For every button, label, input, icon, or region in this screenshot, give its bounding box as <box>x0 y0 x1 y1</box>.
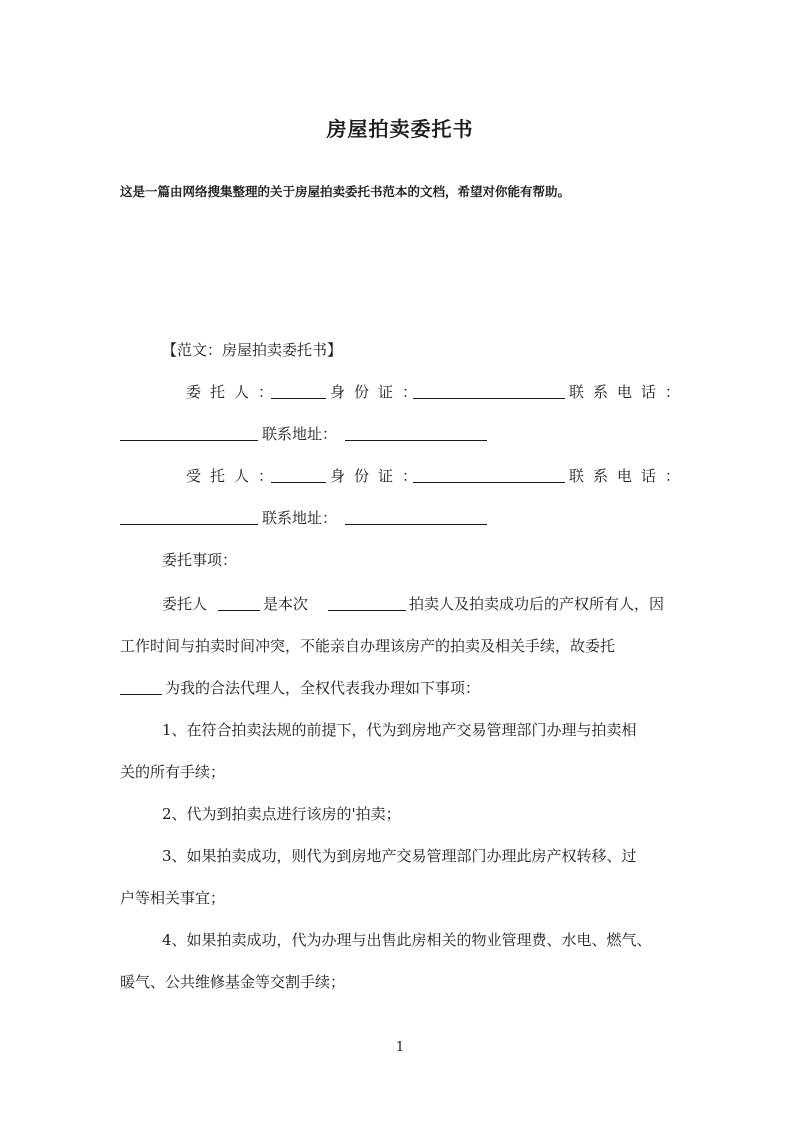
page-number: 1 <box>395 1040 405 1055</box>
principal-id-label: 身份证： <box>330 383 427 401</box>
item3-line2: 户等相关事宜； <box>120 889 226 907</box>
principal-address-label: 联系地址： <box>262 425 338 443</box>
item1-line2: 关的所有手续； <box>120 763 226 781</box>
principal-id-blank <box>413 384 565 399</box>
agent-phone-blank <box>120 510 258 525</box>
para1-line3: 为我的合法代理人，全权代表我办理如下事项： <box>165 679 481 697</box>
document-title: 房屋拍卖委托书 <box>326 117 474 141</box>
para1-principal: 委托人 <box>162 595 208 613</box>
item2: 2、代为到拍卖点进行该房的'拍卖； <box>162 805 401 823</box>
matters-heading: 委托事项： <box>162 551 238 569</box>
item4-line2: 暖气、公共维修基金等交割手续； <box>120 973 346 991</box>
intro-text: 这是一篇由网络搜集整理的关于房屋拍卖委托书范本的文档，希望对你能有帮助。 <box>120 184 571 199</box>
agent-address-label: 联系地址： <box>262 509 338 527</box>
item4-line1: 4、如果拍卖成功，代为办理与出售此房相关的物业管理费、水电、燃气、 <box>162 931 652 949</box>
item1-line1: 1、在符合拍卖法规的前提下，代为到房地产交易管理部门办理与拍卖相 <box>162 721 637 739</box>
principal-name-blank <box>271 384 326 399</box>
agent-phone-label: 联系电话： <box>569 467 690 485</box>
principal-address-blank <box>345 426 487 441</box>
agent-name-blank <box>271 468 326 483</box>
agent-id-blank <box>413 468 565 483</box>
principal-phone-blank <box>120 426 258 441</box>
para1-auction-blank <box>328 596 406 611</box>
agent-label: 受托人： <box>186 467 283 485</box>
principal-label: 委托人： <box>186 383 283 401</box>
para1-rest: 拍卖人及拍卖成功后的产权所有人，因 <box>409 595 665 613</box>
para1-line2: 工作时间与拍卖时间冲突，不能亲自办理该房产的拍卖及相关手续，故委托 <box>120 637 616 655</box>
agent-address-blank <box>345 510 487 525</box>
para1-principal-blank <box>218 596 260 611</box>
para1-current: 是本次 <box>263 595 309 613</box>
agent-id-label: 身份证： <box>330 467 427 485</box>
item3-line1: 3、如果拍卖成功，则代为到房地产交易管理部门办理此房产权转移、过 <box>162 847 637 865</box>
para1-agent-blank <box>120 680 162 695</box>
sample-heading: 【范文：房屋拍卖委托书】 <box>162 341 343 359</box>
principal-phone-label: 联系电话： <box>569 383 690 401</box>
